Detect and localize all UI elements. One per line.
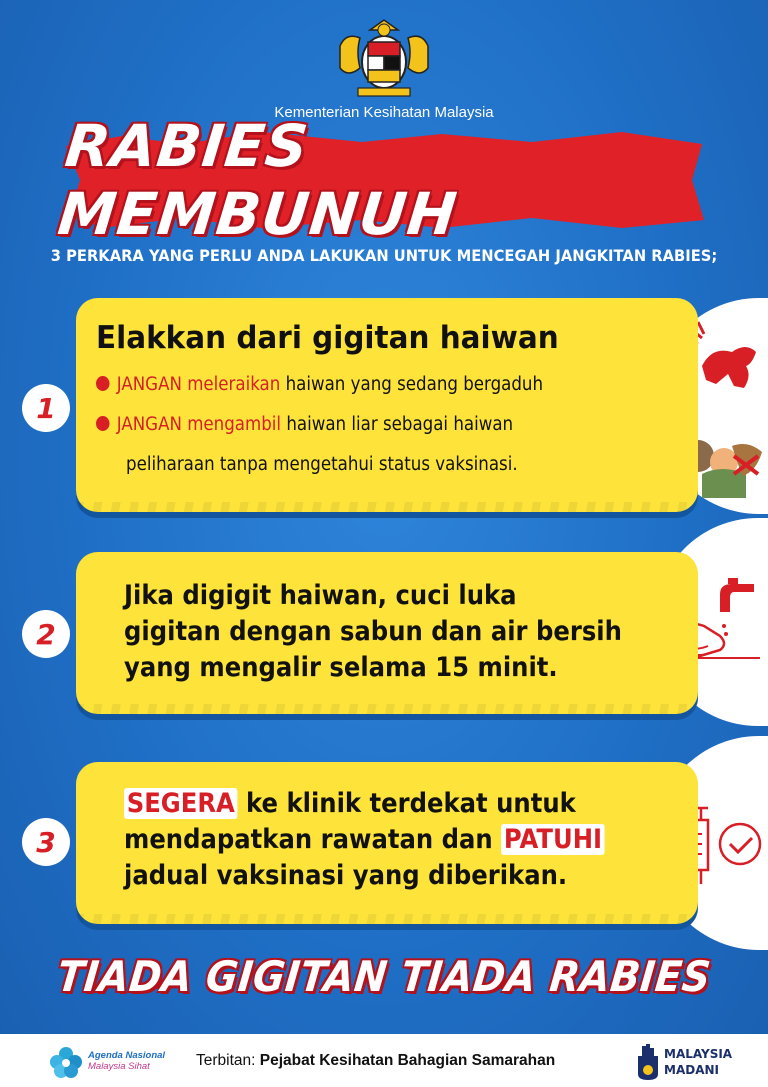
agenda-nasional-flower-logo-icon xyxy=(46,1042,86,1082)
publisher-credit xyxy=(196,1052,555,1070)
agenda-line-1: Agenda Nasional xyxy=(88,1050,166,1061)
agenda-line-2: Malaysia Sihat xyxy=(88,1061,150,1072)
highlight-segera: SEGERA xyxy=(124,788,238,819)
slogan: TIADA GIGITAN TIADA RABIES xyxy=(54,952,714,1001)
madani-line-2: MADANI xyxy=(664,1063,719,1077)
ministry-name: Kementerian Kesihatan Malaysia xyxy=(274,104,494,121)
step-number-1: 1 xyxy=(22,384,70,432)
step-2-line-1: Jika digigit haiwan, cuci luka xyxy=(124,580,517,611)
madani-line-1: MALAYSIA xyxy=(664,1047,733,1061)
agenda-nasional-text xyxy=(88,1050,165,1072)
publisher-label: Terbitan: xyxy=(196,1052,256,1069)
step-number-3: 3 xyxy=(22,818,70,866)
bullet-highlight: JANGAN mengambil xyxy=(116,414,282,435)
step-number-2: 2 xyxy=(22,610,70,658)
malaysia-coat-of-arms-icon xyxy=(330,16,438,104)
step-3-line-1-rest: ke klinik terdekat untuk xyxy=(237,788,576,819)
page-title: RABIES MEMBUNUH xyxy=(54,112,461,248)
step-2-text xyxy=(124,578,622,686)
step-card-1 xyxy=(76,298,698,512)
step-1-bullet-2 xyxy=(96,414,513,435)
bullet-highlight: JANGAN meleraikan xyxy=(116,374,281,395)
step-3-line-3: jadual vaksinasi yang diberikan. xyxy=(124,860,568,891)
step-3-line-2-start: mendapatkan rawatan dan xyxy=(124,824,502,855)
step-2-line-2: gigitan dengan sabun dan air bersih xyxy=(124,616,622,647)
highlight-patuhi: PATUHI xyxy=(501,824,605,855)
bullet-dot xyxy=(96,416,110,431)
step-1-heading: Elakkan dari gigitan haiwan xyxy=(96,320,559,356)
step-card-2 xyxy=(76,552,698,714)
step-1-bullet-2-continuation: peliharaan tanpa mengetahui status vaksinasi. xyxy=(126,454,518,475)
footer xyxy=(0,1034,768,1087)
publisher-name: Pejabat Kesihatan Bahagian Samarahan xyxy=(259,1052,556,1069)
subtitle: 3 PERKARA YANG PERLU ANDA LAKUKAN UNTUK MENCEGAH JANGKITAN RABIES; xyxy=(50,246,718,265)
step-3-text xyxy=(124,786,605,894)
step-2-line-3: yang mengalir selama 15 minit. xyxy=(124,652,558,683)
step-3-line-1 xyxy=(124,786,605,822)
step-3-line-2 xyxy=(124,822,605,858)
malaysia-madani-text xyxy=(664,1046,732,1078)
malaysia-madani-hand-logo-icon xyxy=(634,1042,662,1080)
bullet-text: haiwan yang sedang bergaduh xyxy=(280,374,544,395)
bullet-text: haiwan liar sebagai haiwan xyxy=(281,414,514,435)
step-1-bullet-1 xyxy=(96,374,543,395)
bullet-dot xyxy=(96,376,110,391)
step-card-3 xyxy=(76,762,698,924)
